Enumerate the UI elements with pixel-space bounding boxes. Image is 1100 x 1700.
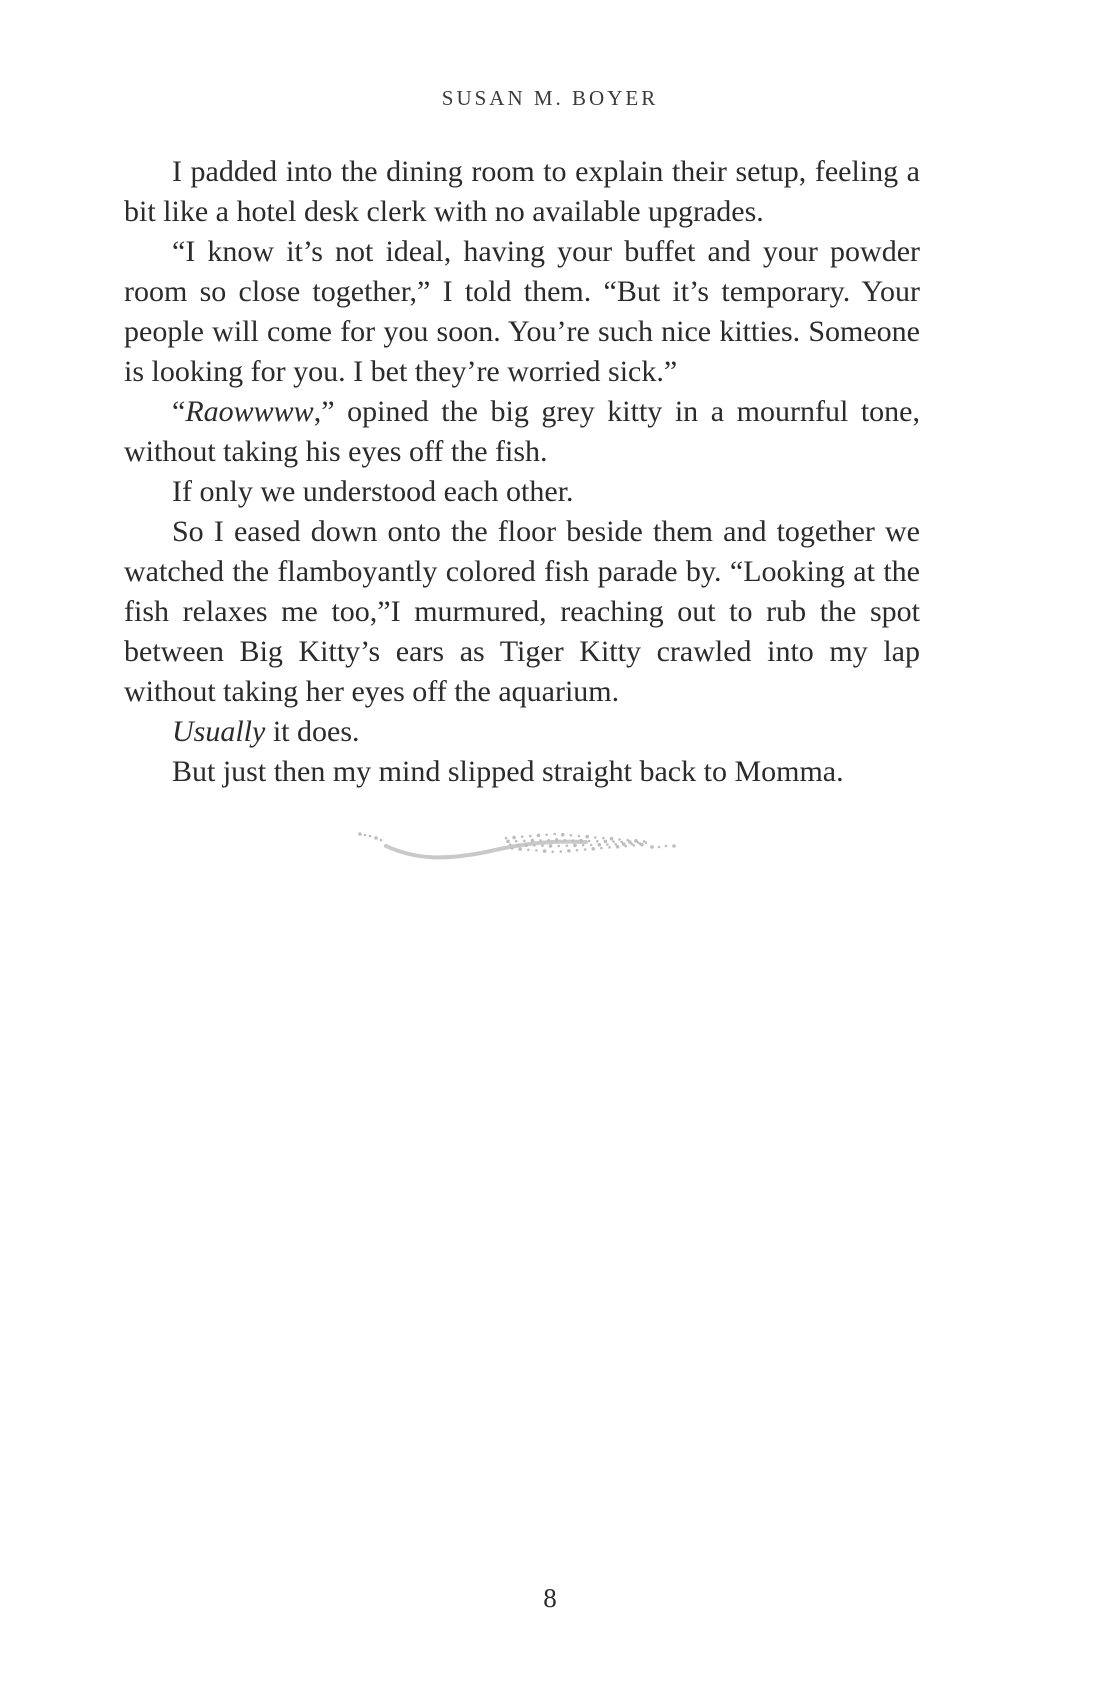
paragraph-3-open-quote: “ — [172, 395, 186, 428]
running-head-author: SUSAN M. BOYER — [441, 86, 659, 110]
paragraph-2: “I know it’s not ideal, having your buffet and your powder room so close together,” I told them. “But it’s temporary. Your people will come for you soon. You’re such nice kitties. Someone is looking for you. I bet they’re worried sick.” — [124, 235, 920, 388]
paragraph-6-rest: it does. — [265, 715, 360, 748]
paragraph-7: But just then my mind slipped straight back to Momma. — [172, 755, 844, 788]
paragraph-6-italic: Usually — [172, 715, 266, 748]
page-number: 8 — [543, 1583, 557, 1613]
swoosh-dots-ornament-icon — [356, 826, 686, 870]
paragraph-3-rest: ,” opined the big grey kitty in a mournful tone, without taking his eyes off the fish. — [124, 395, 920, 468]
paragraph-5: So I eased down onto the floor beside them and together we watched the flamboyantly colored fish parade by. “Looking at the fish relaxes me too,”I murmured, reaching out to rub the spot between Big Kitty’s ears as Tiger Kitty crawled into my lap without taking her eyes off the aquarium. — [124, 515, 920, 708]
paragraph-3 — [124, 392, 920, 472]
paragraph-4: If only we understood each other. — [172, 475, 574, 508]
paragraph-1: I padded into the dining room to explain their setup, feeling a bit like a hotel desk clerk with no available upgrades. — [124, 155, 920, 228]
paragraph-3-italic: Raowwww — [185, 395, 314, 428]
body-text — [124, 152, 920, 792]
paragraph-6 — [124, 712, 920, 752]
